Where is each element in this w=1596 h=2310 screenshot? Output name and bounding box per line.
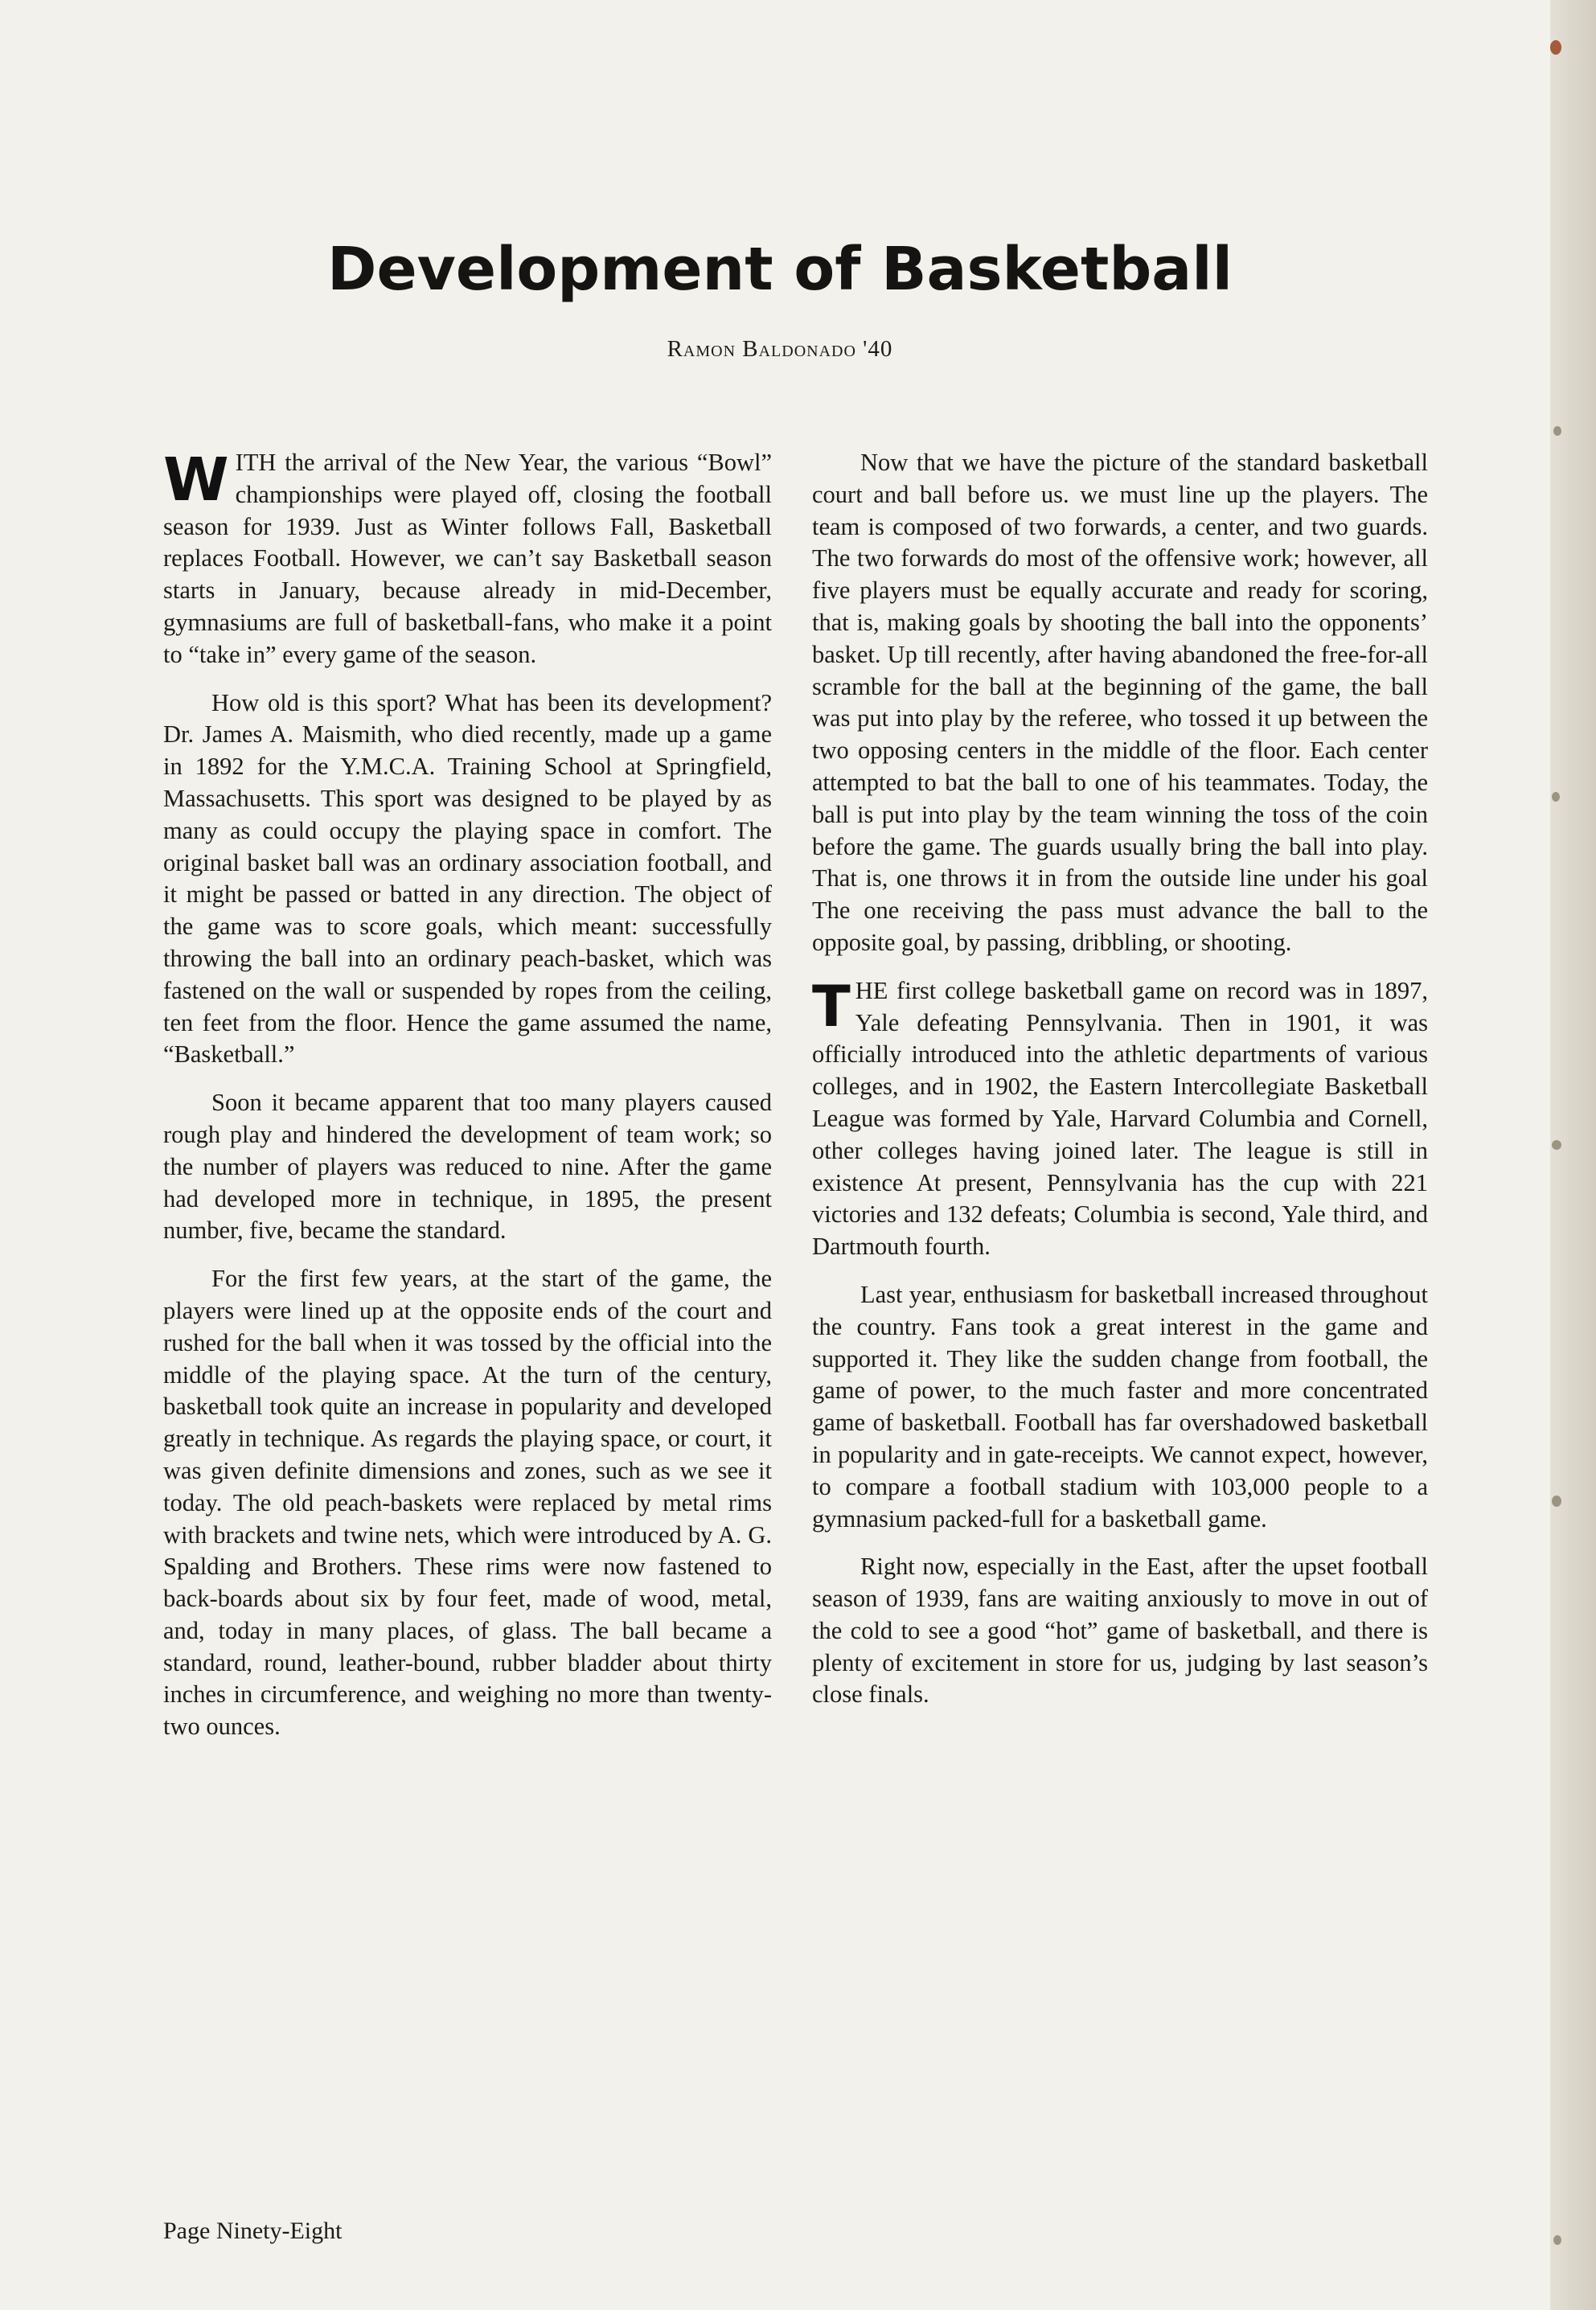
paragraph (812, 975, 1428, 1263)
paper-speck (1553, 2235, 1561, 2245)
paper-speck (1550, 40, 1561, 55)
paper-speck (1552, 1496, 1561, 1507)
paragraph: Last year, enthusiasm for basketball increased throughout the country. Fans took a great interest in the game and supported it. They like the sudden change from football, the game of power, to the much faster and more concentrated game of basketball. Football has far overshadowed basketball in popularity and in gate-receipts. We cannot expect, however, to compare a football stadium with 103,000 people to a gymnasium packed-full for a basketball game. (812, 1280, 1428, 1532)
page-number: Page Ninety-Eight (163, 2218, 343, 2244)
paper-speck (1553, 426, 1561, 436)
drop-cap: T (812, 973, 851, 1040)
article-title: Development of Basketball (327, 235, 1233, 304)
article-byline: Ramon Baldonado '40 (667, 336, 893, 362)
paragraph: Right now, especially in the East, after the upset football season of 1939, fans are waiting anxiously to move in out of the cold to see a good “hot” game of basketball, and there is plenty of excitement in store for us, judging by last season’s close finals. (812, 1553, 1428, 1709)
paper-speck (1552, 792, 1560, 802)
left-column (163, 447, 772, 1759)
paper-speck (1552, 1140, 1561, 1150)
right-column (812, 447, 1428, 1727)
paragraph-text: ITH the arrival of the New Year, the various “Bowl” championships were played off, closing the football season for 1939. Just as Winter follows Fall, Basketball replaces Football. However, we can’t say Basketball season starts in January, because already in mid-December, gymnasiums are full of basketball-fans, who make it a point to “take in” every game of the season. (163, 449, 772, 668)
paragraph: Soon it became apparent that too many players caused rough play and hindered the development of team work; so the number of players was reduced to nine. After the game had developed more in technique, in 1895, the present number, five, became the standard. (163, 1089, 772, 1245)
paragraph: Now that we have the picture of the standard basketball court and ball before us. we must line up the players. The team is composed of two forwards, a center, and two guards. The two forwards do most of the offensive work; however, all five players must be equally accurate and ready for scoring, that is, making goals by shooting the ball into the opponents’ basket. Up till recently, after having abandoned the free-for-all scramble for the ball at the beginning of the game, the ball was put into play by the referee, who tossed it up between the two opposing centers in the middle of the floor. Each center attempted to bat the ball to one of his teammates. Today, the ball is put into play by the team winning the toss of the coin before the game. The guards usually bring the ball into play. That is, one throws it in from the outside line under his goal The one receiving the pass must advance the ball to the opposite goal, by passing, dribbling, or shooting. (812, 449, 1428, 956)
paragraph-text: HE first college basketball game on record was in 1897, Yale defeating Pennsylvania. Then in 1901, it was officially introduced into the athletic departments of various colleges, and in 1902, the Eastern Intercollegiate Basketball League was formed by Yale, Harvard Columbia and Cornell, other colleges having joined later. The league is still in existence At present, Pennsylvania has the cup with 221 victories and 132 defeats; Columbia is second, Yale third, and Dartmouth fourth. (812, 976, 1428, 1261)
paragraph: For the first few years, at the start of the game, the players were lined up at the opposite ends of the court and rushed for the ball when it was tossed by the official into the middle of the playing space. At the turn of the century, basketball took quite an increase in popularity and developed greatly in technique. As regards the playing space, or court, it was given definite dimensions and zones, such as we see it today. The old peach-baskets were replaced by metal rims with brackets and twine nets, which were introduced by A. G. Spalding and Brothers. These rims were now fastened to back-boards about six by four feet, made of wood, metal, and, today in many places, of glass. The ball became a standard, round, leather-bound, rubber bladder about thirty inches in circumference, and weighing no more than twenty-two ounces. (163, 1265, 772, 1741)
drop-cap: W (163, 445, 229, 515)
paragraph: How old is this sport? What has been its development? Dr. James A. Maismith, who died recently, made up a game in 1892 for the Y.M.C.A. Training School at Springfield, Massachusetts. This sport was designed to be played by as many as could occupy the playing space in comfort. The original basket ball was an ordinary association football, and it might be passed or batted in any direction. The object of the game was to score goals, which meant: successfully throwing the ball into an ordinary peach-basket, which was fastened on the wall or suspended by ropes from the ceiling, ten feet from the floor. Hence the game assumed the name, “Basketball.” (163, 688, 772, 1069)
paragraph (163, 447, 772, 671)
